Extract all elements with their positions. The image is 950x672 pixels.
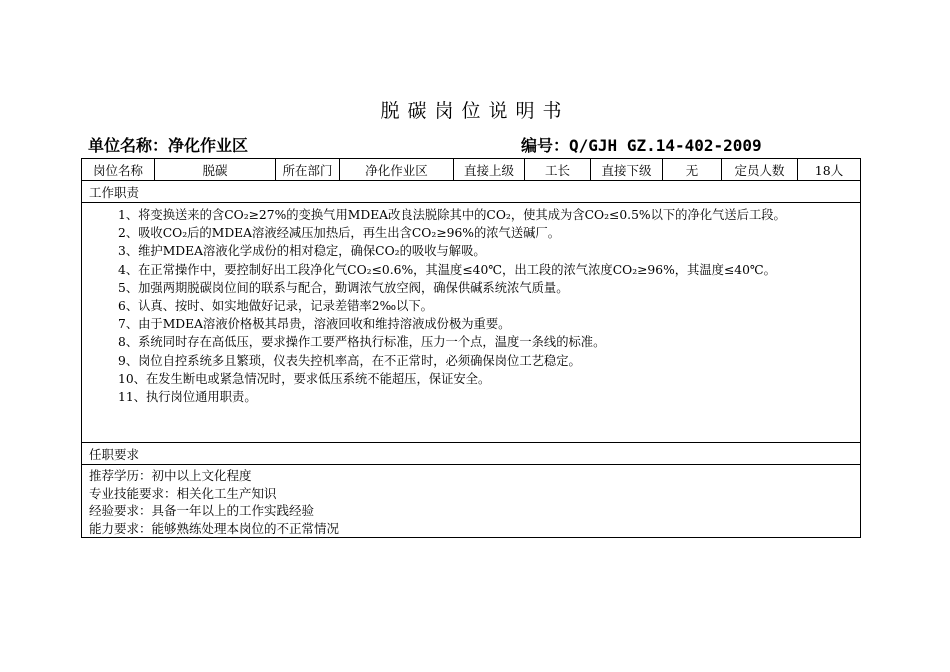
duty-item: 2、吸收CO₂后的MDEA溶液经减压加热后，再生出含CO₂≥96%的浓气送碱厂。 bbox=[118, 226, 561, 241]
department-value: 净化作业区 bbox=[340, 159, 454, 180]
requirement-item: 经验要求：具备一年以上的工作实践经验 bbox=[89, 503, 315, 519]
duty-item: 6、认真、按时、如实地做好记录，记录差错率2‰以下。 bbox=[118, 298, 433, 313]
direct-subordinate-label: 直接下级 bbox=[591, 159, 663, 180]
duty-item: 3、维护MDEA溶液化学成份的相对稳定，确保CO₂的吸收与解吸。 bbox=[118, 244, 486, 259]
position-name-label: 岗位名称 bbox=[82, 159, 155, 180]
duty-item: 4、在正常操作中，要控制好出工段净化气CO₂≤0.6%，其温度≤40℃，出工段的浓气浓度CO₂≥96%，其温度≤40℃。 bbox=[118, 262, 776, 277]
job-description-table bbox=[81, 158, 861, 538]
document-code-label: 编号： bbox=[521, 136, 570, 155]
headcount-label: 定员人数 bbox=[722, 159, 798, 180]
duty-item: 1、将变换送来的含CO₂≥27%的变换气用MDEA改良法脱除其中的CO₂，使其成为含CO₂≤0.5%以下的净化气送后工段。 bbox=[118, 208, 786, 222]
position-name-value: 脱碳 bbox=[155, 159, 276, 180]
requirements-list bbox=[82, 465, 860, 537]
header-row bbox=[82, 159, 860, 181]
requirement-item: 能力要求：能够熟练处理本岗位的不正常情况 bbox=[89, 520, 340, 536]
direct-subordinate-value: 无 bbox=[663, 159, 722, 180]
duties-list bbox=[82, 203, 860, 443]
document-code-number: Q/GJH GZ.14-402-2009 bbox=[569, 136, 762, 155]
document-code bbox=[521, 133, 762, 156]
duty-item: 9、岗位自控系统多且繁琐，仪表失控机率高，在不正常时，必须确保岗位工艺稳定。 bbox=[118, 353, 581, 368]
department-label: 所在部门 bbox=[276, 159, 340, 180]
unit-name: 单位名称：净化作业区 bbox=[88, 136, 249, 155]
headcount-value: 18人 bbox=[814, 162, 844, 178]
duty-item: 11、执行岗位通用职责。 bbox=[118, 389, 257, 404]
requirement-item: 推荐学历：初中以上文化程度 bbox=[89, 468, 252, 483]
document-title: 脱碳岗位说明书 bbox=[380, 100, 570, 122]
direct-superior-value: 工长 bbox=[525, 159, 591, 180]
duty-item: 10、在发生断电或紧急情况时，要求低压系统不能超压，保证安全。 bbox=[118, 371, 491, 386]
requirement-item: 专业技能要求：相关化工生产知识 bbox=[89, 485, 277, 501]
duties-label: 工作职责 bbox=[82, 181, 860, 203]
duty-item: 5、加强两期脱碳岗位间的联系与配合，勤调浓气放空阀，确保供碱系统浓气质量。 bbox=[118, 280, 569, 295]
duty-item: 8、系统同时存在高低压，要求操作工要严格执行标准，压力一个点，温度一条线的标准。 bbox=[118, 335, 606, 350]
duty-item: 7、由于MDEA溶液价格极其昂贵，溶液回收和维持溶液成份极为重要。 bbox=[118, 317, 511, 332]
requirements-label: 任职要求 bbox=[82, 443, 860, 465]
direct-superior-label: 直接上级 bbox=[454, 159, 525, 180]
